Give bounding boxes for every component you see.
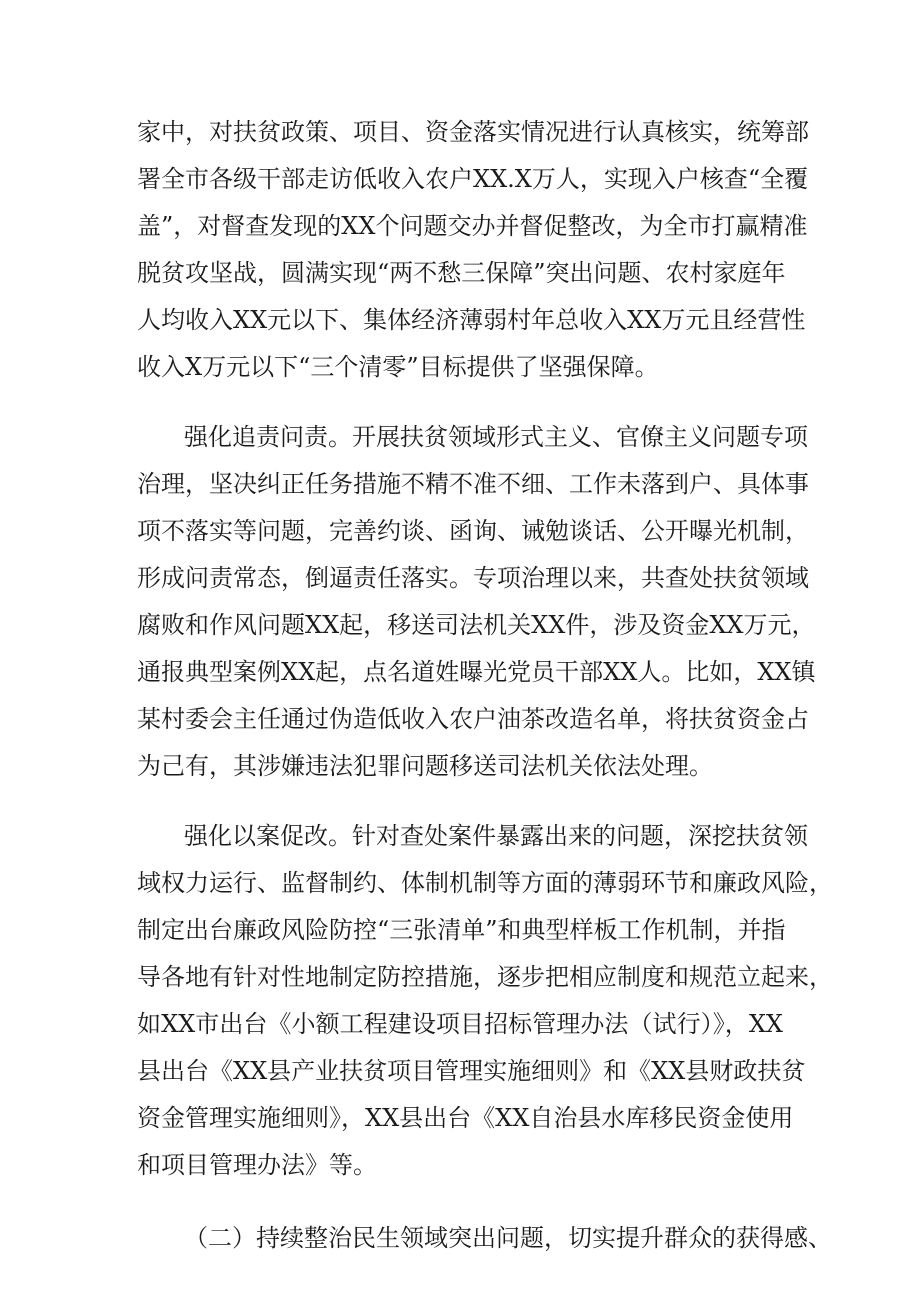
- text-line: 某村委会主任通过伪造低收入农户油茶改造名单，将扶贫资金占: [137, 705, 809, 733]
- text-line: 家中，对扶贫政策、项目、资金落实情况进行认真核实，统筹部: [137, 118, 809, 146]
- text-line: 县出台《XX县产业扶贫项目管理实施细则》和《XX县财政扶贫: [137, 1057, 806, 1085]
- text-line: 署全市各级干部走访低收入农户XX.X万人，实现入户核查“全覆: [137, 165, 809, 193]
- text-line: 腐败和作风问题XX起，移送司法机关XX件，涉及资金XX万元，: [137, 611, 816, 639]
- text-line: 和项目管理办法》等。: [137, 1151, 377, 1179]
- text-line: 治理，坚决纠正任务措施不精不准不细、工作未落到户、具体事: [137, 470, 809, 498]
- text-line: 脱贫攻坚战，圆满实现“两不愁三保障”突出问题、农村家庭年: [137, 259, 786, 287]
- text-line: 盖”，对督查发现的XX个问题交办并督促整改，为全市打赢精准: [137, 212, 808, 240]
- text-line: 项不落实等问题，完善约谈、函询、诫勉谈话、公开曝光机制，: [137, 517, 809, 545]
- text-line: 强化追责问责。开展扶贫领域形式主义、官僚主义问题专项: [184, 423, 808, 451]
- text-line: 收入X万元以下“三个清零”目标提供了坚强保障。: [137, 353, 659, 381]
- text-line: 资金管理实施细则》，XX县出台《XX自治县水库移民资金使用: [137, 1104, 794, 1132]
- text-line: 人均收入XX元以下、集体经济薄弱村年总收入XX万元且经营性: [137, 306, 806, 334]
- text-line: 域权力运行、监督制约、体制机制等方面的薄弱环节和廉政风险，: [137, 869, 833, 897]
- text-line: 制定出台廉政风险防控“三张清单”和典型样板工作机制，并指: [137, 916, 786, 944]
- text-line: 通报典型案例XX起，点名道姓曝光党员干部XX人。比如，XX镇: [137, 658, 816, 686]
- text-line: 强化以案促改。针对查处案件暴露出来的问题，深挖扶贫领: [184, 822, 808, 850]
- text-line: 为己有，其涉嫌违法犯罪问题移送司法机关依法处理。: [137, 752, 713, 780]
- text-line: 导各地有针对性地制定防控措施，逐步把相应制度和规范立起来，: [137, 963, 833, 991]
- text-line: （二）持续整治民生领域突出问题，切实提升群众的获得感、: [184, 1224, 832, 1252]
- text-line: 如XX市出台《小额工程建设项目招标管理办法（试行）》，XX: [137, 1010, 783, 1038]
- text-line: 形成问责常态，倒逼责任落实。专项治理以来，共查处扶贫领域: [137, 564, 809, 592]
